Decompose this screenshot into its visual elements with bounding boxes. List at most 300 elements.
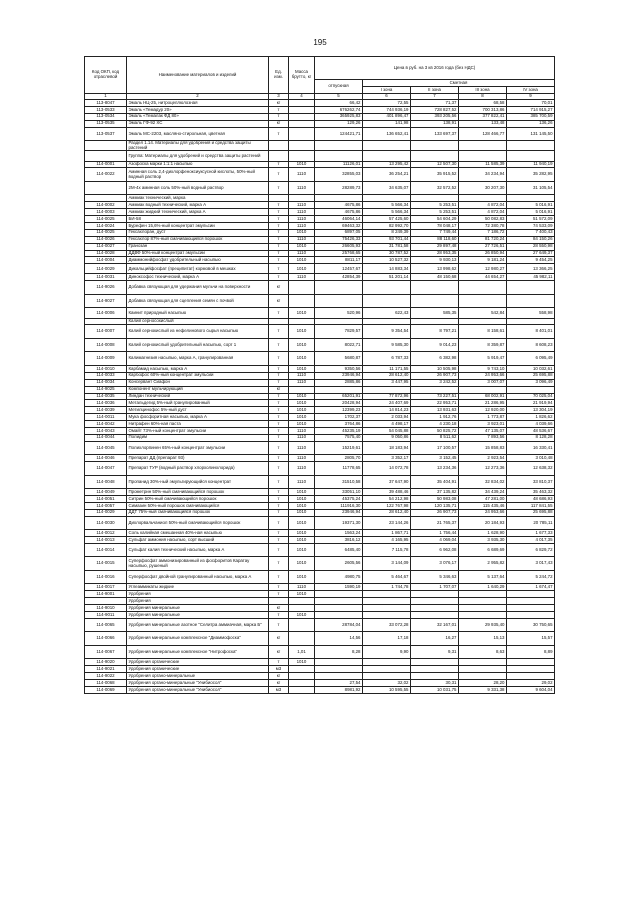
cell-mass: 1,01 bbox=[289, 645, 315, 659]
cell-code: 114-0051 bbox=[85, 496, 127, 503]
cell-zone-2-price: 3 152,45 bbox=[411, 455, 459, 462]
table-row bbox=[85, 243, 555, 250]
cell-zone-2-price: 1 707,07 bbox=[411, 584, 459, 591]
cell-release-price: 23946,94 bbox=[315, 509, 363, 516]
cell-mass: 1010 bbox=[289, 393, 315, 400]
cell-code: 114-0043 bbox=[85, 427, 127, 434]
cell-release-price bbox=[315, 598, 363, 605]
cell-release-price: 520,96 bbox=[315, 308, 363, 318]
cell-unit: кг bbox=[269, 645, 289, 659]
colnum: 9 bbox=[507, 94, 555, 100]
cell-name: Удобрения минеральные комплексное "Нитрофоска" bbox=[127, 645, 269, 659]
cell-name: Добавка связующая для удержания мульчи на поверхности bbox=[127, 281, 269, 295]
cell-name: Удобрения минеральные азотное "Селитра аммиачная, марка Б" bbox=[127, 618, 269, 632]
cell-code: 114-0009 bbox=[85, 352, 127, 366]
cell-mass: 1010 bbox=[289, 352, 315, 366]
cell-code: 114-0013 bbox=[85, 537, 127, 544]
cell-zone-4-price: 558,98 bbox=[507, 308, 555, 318]
cell-mass: 1010 bbox=[289, 243, 315, 250]
cell-code: 114-0047 bbox=[85, 462, 127, 476]
cell-zone-3-price: 34 439,24 bbox=[459, 489, 507, 496]
cell-zone-3-price: 15,13 bbox=[459, 632, 507, 646]
cell-release-price: 23946,94 bbox=[315, 372, 363, 379]
cell-release-price: 124421,71 bbox=[315, 127, 363, 141]
cell-zone-2-price bbox=[411, 386, 459, 393]
cell-unit bbox=[269, 598, 289, 605]
cell-release-price: 45375,24 bbox=[315, 496, 363, 503]
cell-zone-3-price: 3 007,07 bbox=[459, 379, 507, 386]
cell-release-price: 8811,17 bbox=[315, 257, 363, 264]
cell-zone-3-price: 5 137,64 bbox=[459, 570, 507, 584]
cell-zone-1-price: 10 527,32 bbox=[363, 257, 411, 264]
cell-name: Удобрения bbox=[127, 598, 269, 605]
table-row bbox=[85, 407, 555, 414]
cell-unit: кг bbox=[269, 673, 289, 680]
header-mass: Масса брутто, кг bbox=[289, 57, 315, 94]
cell-zone-4-price: 28 550,98 bbox=[507, 243, 555, 250]
cell-release-price: 11778,65 bbox=[315, 462, 363, 476]
table-row bbox=[85, 455, 555, 462]
cell-zone-3-price: 44 654,27 bbox=[459, 274, 507, 281]
cell-zone-4-price: 84 150,26 bbox=[507, 236, 555, 243]
cell-release-price: 2885,86 bbox=[315, 379, 363, 386]
table-row bbox=[85, 281, 555, 295]
cell-unit: т bbox=[269, 489, 289, 496]
cell-code: 114-9026 bbox=[85, 281, 127, 295]
header-zone-4: IV зона bbox=[507, 87, 555, 94]
cell-zone-2-price: 16,27 bbox=[411, 632, 459, 646]
cell-zone-4-price: 30 750,65 bbox=[507, 618, 555, 632]
cell-zone-4-price: 136,26 bbox=[507, 120, 555, 127]
cell-mass: 1010 bbox=[289, 257, 315, 264]
cell-code bbox=[85, 318, 127, 325]
cell-zone-2-price: 54 604,29 bbox=[411, 216, 459, 223]
cell-zone-3-price: 32 834,02 bbox=[459, 475, 507, 489]
cell-mass: 1010 bbox=[289, 161, 315, 168]
cell-mass: 1110 bbox=[289, 216, 315, 223]
cell-zone-3-price bbox=[459, 612, 507, 619]
price-table bbox=[84, 56, 555, 694]
cell-zone-2-price: 10 031,75 bbox=[411, 687, 459, 694]
cell-zone-1-price bbox=[363, 386, 411, 393]
cell-release-price: 28289,73 bbox=[315, 181, 363, 195]
table-row bbox=[85, 352, 555, 366]
cell-zone-1-price bbox=[363, 673, 411, 680]
cell-mass bbox=[289, 113, 315, 120]
cell-code: 114-0008 bbox=[85, 338, 127, 352]
cell-name: Группа: Материалы для удобрений и средства защиты растений bbox=[127, 151, 269, 161]
cell-zone-4-price bbox=[507, 141, 555, 151]
cell-zone-1-price: 28 612,40 bbox=[363, 372, 411, 379]
cell-name: Гексахлор 87%-ный смачивающийся порошок bbox=[127, 236, 269, 243]
cell-zone-3-price: 27 726,51 bbox=[459, 243, 507, 250]
cell-zone-2-price: 71,37 bbox=[411, 100, 459, 107]
cell-unit: т bbox=[269, 222, 289, 229]
cell-zone-3-price: 81 720,24 bbox=[459, 236, 507, 243]
cell-name: Суперфосфат двойной гранулированный насыпью, марка А bbox=[127, 570, 269, 584]
cell-release-price bbox=[315, 386, 363, 393]
cell-zone-4-price: 3 096,49 bbox=[507, 379, 555, 386]
cell-unit: кг bbox=[269, 632, 289, 646]
cell-unit: т bbox=[269, 243, 289, 250]
cell-zone-1-price: 54 212,98 bbox=[363, 496, 411, 503]
cell-code: 114-9025 bbox=[85, 386, 127, 393]
cell-mass: 1010 bbox=[289, 543, 315, 557]
cell-name: Соль калийная смешанная 40%-ная насыпью bbox=[127, 530, 269, 537]
cell-unit bbox=[269, 195, 289, 202]
cell-unit: т bbox=[269, 168, 289, 182]
cell-name: Аммиак технический, марка bbox=[127, 195, 269, 202]
cell-unit: т bbox=[269, 462, 289, 476]
cell-unit: т bbox=[269, 264, 289, 274]
cell-name: Аммиак водный технический, марка А bbox=[127, 202, 269, 209]
table-row bbox=[85, 570, 555, 584]
cell-code: 114-0031 bbox=[85, 274, 127, 281]
cell-zone-3-price: 377 822,41 bbox=[459, 113, 507, 120]
cell-release-price: 365925,83 bbox=[315, 113, 363, 120]
cell-mass: 1110 bbox=[289, 475, 315, 489]
cell-code: 114-0042 bbox=[85, 421, 127, 428]
cell-zone-3-price: 133,48 bbox=[459, 120, 507, 127]
cell-name: ДДТ 75%-ный смачивающийся порошок bbox=[127, 509, 269, 516]
cell-zone-4-price: 48 686,93 bbox=[507, 496, 555, 503]
cell-release-price bbox=[315, 591, 363, 598]
cell-zone-4-price: 714 915,27 bbox=[507, 106, 555, 113]
cell-unit: т bbox=[269, 530, 289, 537]
table-row bbox=[85, 530, 555, 537]
cell-name: Препарат ДД (препарат 93) bbox=[127, 455, 269, 462]
cell-zone-1-price: 9 354,54 bbox=[363, 325, 411, 339]
cell-zone-4-price bbox=[507, 195, 555, 202]
cell-unit: т bbox=[269, 434, 289, 441]
cell-zone-2-price: 5 346,63 bbox=[411, 570, 459, 584]
cell-unit: т bbox=[269, 441, 289, 455]
cell-unit: т bbox=[269, 393, 289, 400]
cell-unit: т bbox=[269, 236, 289, 243]
cell-zone-3-price: 3 935,30 bbox=[459, 537, 507, 544]
cell-zone-2-price bbox=[411, 659, 459, 666]
cell-code: 114-0039 bbox=[85, 407, 127, 414]
cell-zone-4-price: 9 454,25 bbox=[507, 257, 555, 264]
cell-mass bbox=[289, 106, 315, 113]
cell-zone-4-price: 21 919,94 bbox=[507, 400, 555, 407]
table-row bbox=[85, 325, 555, 339]
cell-zone-2-price: 5 253,51 bbox=[411, 209, 459, 216]
cell-mass: 1110 bbox=[289, 250, 315, 257]
cell-unit: т bbox=[269, 427, 289, 434]
cell-unit: т bbox=[269, 584, 289, 591]
cell-unit: т bbox=[269, 379, 289, 386]
cell-zone-3-price: 8,63 bbox=[459, 645, 507, 659]
cell-zone-2-price: 30,31 bbox=[411, 680, 459, 687]
cell-mass bbox=[289, 141, 315, 151]
cell-unit: т bbox=[269, 229, 289, 236]
cell-release-price: 5680,87 bbox=[315, 352, 363, 366]
cell-code: 114-0002 bbox=[85, 202, 127, 209]
cell-zone-1-price: 7 115,78 bbox=[363, 543, 411, 557]
cell-mass bbox=[289, 151, 315, 161]
cell-zone-1-price: 6 787,33 bbox=[363, 352, 411, 366]
cell-zone-1-price: 2 033,94 bbox=[363, 414, 411, 421]
cell-zone-1-price: 28 612,40 bbox=[363, 509, 411, 516]
cell-code: 114-0017 bbox=[85, 584, 127, 591]
cell-zone-3-price: 12 273,36 bbox=[459, 462, 507, 476]
cell-unit: т bbox=[269, 557, 289, 571]
table-row bbox=[85, 250, 555, 257]
cell-zone-3-price: 11 585,39 bbox=[459, 161, 507, 168]
table-row bbox=[85, 294, 555, 308]
cell-code: 114-0069 bbox=[85, 687, 127, 694]
cell-zone-4-price: 4 039,66 bbox=[507, 421, 555, 428]
colnum: 6 bbox=[363, 94, 411, 100]
cell-zone-3-price bbox=[459, 318, 507, 325]
cell-name: Суперфосфат аммонизированный из фосфоритов Каратау насыпью, рушеный bbox=[127, 557, 269, 571]
table-row bbox=[85, 618, 555, 632]
cell-zone-3-price: 9 743,10 bbox=[459, 365, 507, 372]
table-row bbox=[85, 257, 555, 264]
cell-unit: т bbox=[269, 372, 289, 379]
cell-release-price: 14,56 bbox=[315, 632, 363, 646]
cell-zone-4-price: 33 810,37 bbox=[507, 475, 555, 489]
table-row bbox=[85, 308, 555, 318]
header-zone-1: I зона bbox=[363, 87, 411, 94]
cell-unit: т bbox=[269, 543, 289, 557]
cell-zone-1-price: 8 249,39 bbox=[363, 229, 411, 236]
cell-unit: т bbox=[269, 400, 289, 407]
cell-name: Карбамид насыпью, марка А bbox=[127, 365, 269, 372]
cell-unit: т bbox=[269, 181, 289, 195]
cell-code: 113-0535 bbox=[85, 120, 127, 127]
cell-mass: 1110 bbox=[289, 181, 315, 195]
cell-release-price bbox=[315, 281, 363, 295]
cell-zone-2-price: 9 014,23 bbox=[411, 338, 459, 352]
cell-code: 113-8047 bbox=[85, 100, 127, 107]
cell-release-price: 32855,03 bbox=[315, 168, 363, 182]
cell-zone-3-price: 24 953,66 bbox=[459, 372, 507, 379]
cell-zone-4-price: 12 638,32 bbox=[507, 462, 555, 476]
cell-mass bbox=[289, 281, 315, 295]
cell-mass: 1110 bbox=[289, 455, 315, 462]
cell-zone-3-price: 1 773,87 bbox=[459, 414, 507, 421]
cell-mass: 1110 bbox=[289, 584, 315, 591]
cell-unit: т bbox=[269, 274, 289, 281]
cell-name: Каинит природный насыпью bbox=[127, 308, 269, 318]
cell-zone-2-price: 35 915,52 bbox=[411, 168, 459, 182]
cell-mass: 1110 bbox=[289, 379, 315, 386]
cell-release-price: 4980,75 bbox=[315, 570, 363, 584]
table-row bbox=[85, 598, 555, 605]
cell-mass bbox=[289, 318, 315, 325]
cell-zone-2-price bbox=[411, 591, 459, 598]
cell-mass: 1110 bbox=[289, 222, 315, 229]
cell-zone-2-price: 35 404,91 bbox=[411, 475, 459, 489]
cell-release-price: 6485,40 bbox=[315, 543, 363, 557]
cell-mass: 1010 bbox=[289, 308, 315, 318]
cell-zone-3-price: 4 872,04 bbox=[459, 209, 507, 216]
cell-zone-2-price: 728 827,52 bbox=[411, 106, 459, 113]
cell-zone-2-price: 393 205,56 bbox=[411, 113, 459, 120]
cell-code: 114-0033 bbox=[85, 372, 127, 379]
cell-zone-1-price: 14 814,23 bbox=[363, 407, 411, 414]
cell-unit: т bbox=[269, 308, 289, 318]
cell-code: 114-0036 bbox=[85, 400, 127, 407]
cell-zone-3-price: 8 158,61 bbox=[459, 325, 507, 339]
cell-unit: т bbox=[269, 537, 289, 544]
cell-release-price: 4675,86 bbox=[315, 202, 363, 209]
cell-unit: т bbox=[269, 113, 289, 120]
cell-zone-2-price: 13 998,62 bbox=[411, 264, 459, 274]
table-row bbox=[85, 379, 555, 386]
cell-mass: 1110 bbox=[289, 427, 315, 434]
cell-mass: 1010 bbox=[289, 325, 315, 339]
cell-unit: т bbox=[269, 414, 289, 421]
cell-zone-3-price: 50 082,83 bbox=[459, 216, 507, 223]
cell-code: 114-9011 bbox=[85, 612, 127, 619]
cell-release-price: 8022,71 bbox=[315, 338, 363, 352]
cell-name: Гексахлоран, дуст bbox=[127, 229, 269, 236]
cell-release-price bbox=[315, 195, 363, 202]
cell-code: 114-0029 bbox=[85, 509, 127, 516]
cell-zone-3-price: 28,20 bbox=[459, 680, 507, 687]
cell-name: Аминная соль 2,4-дихлорфеноксиуксусной кислоты, 50%-ный водный раствор bbox=[127, 168, 269, 182]
cell-mass: 1010 bbox=[289, 365, 315, 372]
cell-zone-4-price: 6 829,72 bbox=[507, 543, 555, 557]
table-row bbox=[85, 605, 555, 612]
cell-mass bbox=[289, 673, 315, 680]
cell-code: 114-9001 bbox=[85, 591, 127, 598]
cell-release-price: 27,54 bbox=[315, 680, 363, 687]
colnum: 7 bbox=[411, 94, 459, 100]
cell-zone-3-price: 9 331,38 bbox=[459, 687, 507, 694]
cell-zone-2-price: 78 048,17 bbox=[411, 222, 459, 229]
cell-release-price: 12457,67 bbox=[315, 264, 363, 274]
cell-zone-4-price: 3 017,43 bbox=[507, 557, 555, 571]
cell-unit: т bbox=[269, 659, 289, 666]
cell-zone-2-price: 50 825,72 bbox=[411, 427, 459, 434]
cell-release-price: 3764,86 bbox=[315, 421, 363, 428]
colnum: 5 bbox=[315, 94, 363, 100]
cell-zone-3-price: 34 234,94 bbox=[459, 168, 507, 182]
cell-name: Компонент мульчирующий bbox=[127, 386, 269, 393]
cell-code: 114-0046 bbox=[85, 455, 127, 462]
table-row bbox=[85, 557, 555, 571]
cell-zone-1-price: 5 566,34 bbox=[363, 209, 411, 216]
cell-unit: т bbox=[269, 365, 289, 372]
cell-zone-1-price bbox=[363, 605, 411, 612]
cell-name: Удобрения минеральные комплексное "Диаммофоска" bbox=[127, 632, 269, 646]
cell-release-price bbox=[315, 673, 363, 680]
cell-zone-1-price bbox=[363, 591, 411, 598]
cell-unit: т bbox=[269, 509, 289, 516]
cell-name: Добавка связующая для сцепления семян с почвой bbox=[127, 294, 269, 308]
cell-zone-4-price bbox=[507, 318, 555, 325]
table-row bbox=[85, 151, 555, 161]
cell-name: Калий серносокислый bbox=[127, 318, 269, 325]
colnum: 8 bbox=[459, 94, 507, 100]
table-row bbox=[85, 222, 555, 229]
cell-zone-1-price: 23 144,26 bbox=[363, 516, 411, 530]
cell-zone-2-price: 4 230,18 bbox=[411, 421, 459, 428]
cell-release-price: 45235,19 bbox=[315, 427, 363, 434]
cell-zone-3-price: 12 920,00 bbox=[459, 407, 507, 414]
cell-mass: 1010 bbox=[289, 502, 315, 509]
table-row bbox=[85, 659, 555, 666]
cell-zone-2-price: 32 167,01 bbox=[411, 618, 459, 632]
cell-zone-1-price bbox=[363, 294, 411, 308]
cell-zone-3-price bbox=[459, 605, 507, 612]
cell-unit: т bbox=[269, 106, 289, 113]
cell-name: БИ-58 bbox=[127, 216, 269, 223]
cell-zone-1-price: 13 295,42 bbox=[363, 161, 411, 168]
cell-zone-3-price: 2 955,82 bbox=[459, 557, 507, 571]
cell-code bbox=[85, 141, 127, 151]
cell-mass: 1010 bbox=[289, 421, 315, 428]
cell-mass: 1010 bbox=[289, 264, 315, 274]
cell-code: 114-0024 bbox=[85, 222, 127, 229]
cell-name: Метилцинофос 5%-ный дуст bbox=[127, 407, 269, 414]
cell-zone-1-price: 34 635,07 bbox=[363, 181, 411, 195]
cell-zone-2-price bbox=[411, 141, 459, 151]
table-row bbox=[85, 120, 555, 127]
cell-name: Углеаммикаты жидкие bbox=[127, 584, 269, 591]
cell-zone-3-price: 29 935,40 bbox=[459, 618, 507, 632]
cell-zone-3-price: 7 893,56 bbox=[459, 434, 507, 441]
cell-unit: т bbox=[269, 209, 289, 216]
table-row bbox=[85, 414, 555, 421]
cell-name: Раздел 1.14. Материалы для удобрения и средства защиты растений bbox=[127, 141, 269, 151]
cell-zone-1-price: 4 165,95 bbox=[363, 537, 411, 544]
table-row bbox=[85, 106, 555, 113]
cell-release-price: 19371,30 bbox=[315, 516, 363, 530]
cell-zone-1-price: 37 647,90 bbox=[363, 475, 411, 489]
cell-code: 114-0048 bbox=[85, 475, 127, 489]
table-row bbox=[85, 475, 555, 489]
cell-mass: 1010 bbox=[289, 516, 315, 530]
cell-name: Дикальцийфосфат (преципитат) кормовой в мешках bbox=[127, 264, 269, 274]
cell-zone-1-price: 93 701,44 bbox=[363, 236, 411, 243]
cell-zone-2-price: 48 150,68 bbox=[411, 274, 459, 281]
cell-zone-3-price bbox=[459, 281, 507, 295]
cell-mass bbox=[289, 632, 315, 646]
header-estimate: Сметная bbox=[363, 80, 555, 87]
cell-name: Омайт 73%-ный концентрат эмульсии bbox=[127, 427, 269, 434]
cell-zone-2-price: 6 382,98 bbox=[411, 352, 459, 366]
cell-code: 114-0034 bbox=[85, 379, 127, 386]
cell-code bbox=[85, 598, 127, 605]
table-row bbox=[85, 645, 555, 659]
cell-code: 114-9010 bbox=[85, 605, 127, 612]
cell-zone-4-price: 8 128,28 bbox=[507, 434, 555, 441]
cell-mass: 1110 bbox=[289, 441, 315, 455]
cell-zone-1-price bbox=[363, 659, 411, 666]
cell-release-price: 3816,12 bbox=[315, 537, 363, 544]
cell-release-price: 25768,65 bbox=[315, 250, 363, 257]
cell-release-price: 33051,10 bbox=[315, 489, 363, 496]
cell-code: 114-0022 bbox=[85, 168, 127, 182]
cell-code bbox=[85, 181, 127, 195]
cell-mass bbox=[289, 598, 315, 605]
cell-zone-1-price: 32,02 bbox=[363, 680, 411, 687]
cell-code: 114-9027 bbox=[85, 294, 127, 308]
cell-zone-1-price bbox=[363, 141, 411, 151]
cell-mass: 1010 bbox=[289, 659, 315, 666]
cell-zone-2-price: 133 697,37 bbox=[411, 127, 459, 141]
cell-zone-1-price bbox=[363, 318, 411, 325]
cell-zone-1-price: 72,55 bbox=[363, 100, 411, 107]
header-zone-3: III зона bbox=[459, 87, 507, 94]
cell-zone-3-price: 15 858,83 bbox=[459, 441, 507, 455]
cell-zone-2-price: 1 912,76 bbox=[411, 414, 459, 421]
